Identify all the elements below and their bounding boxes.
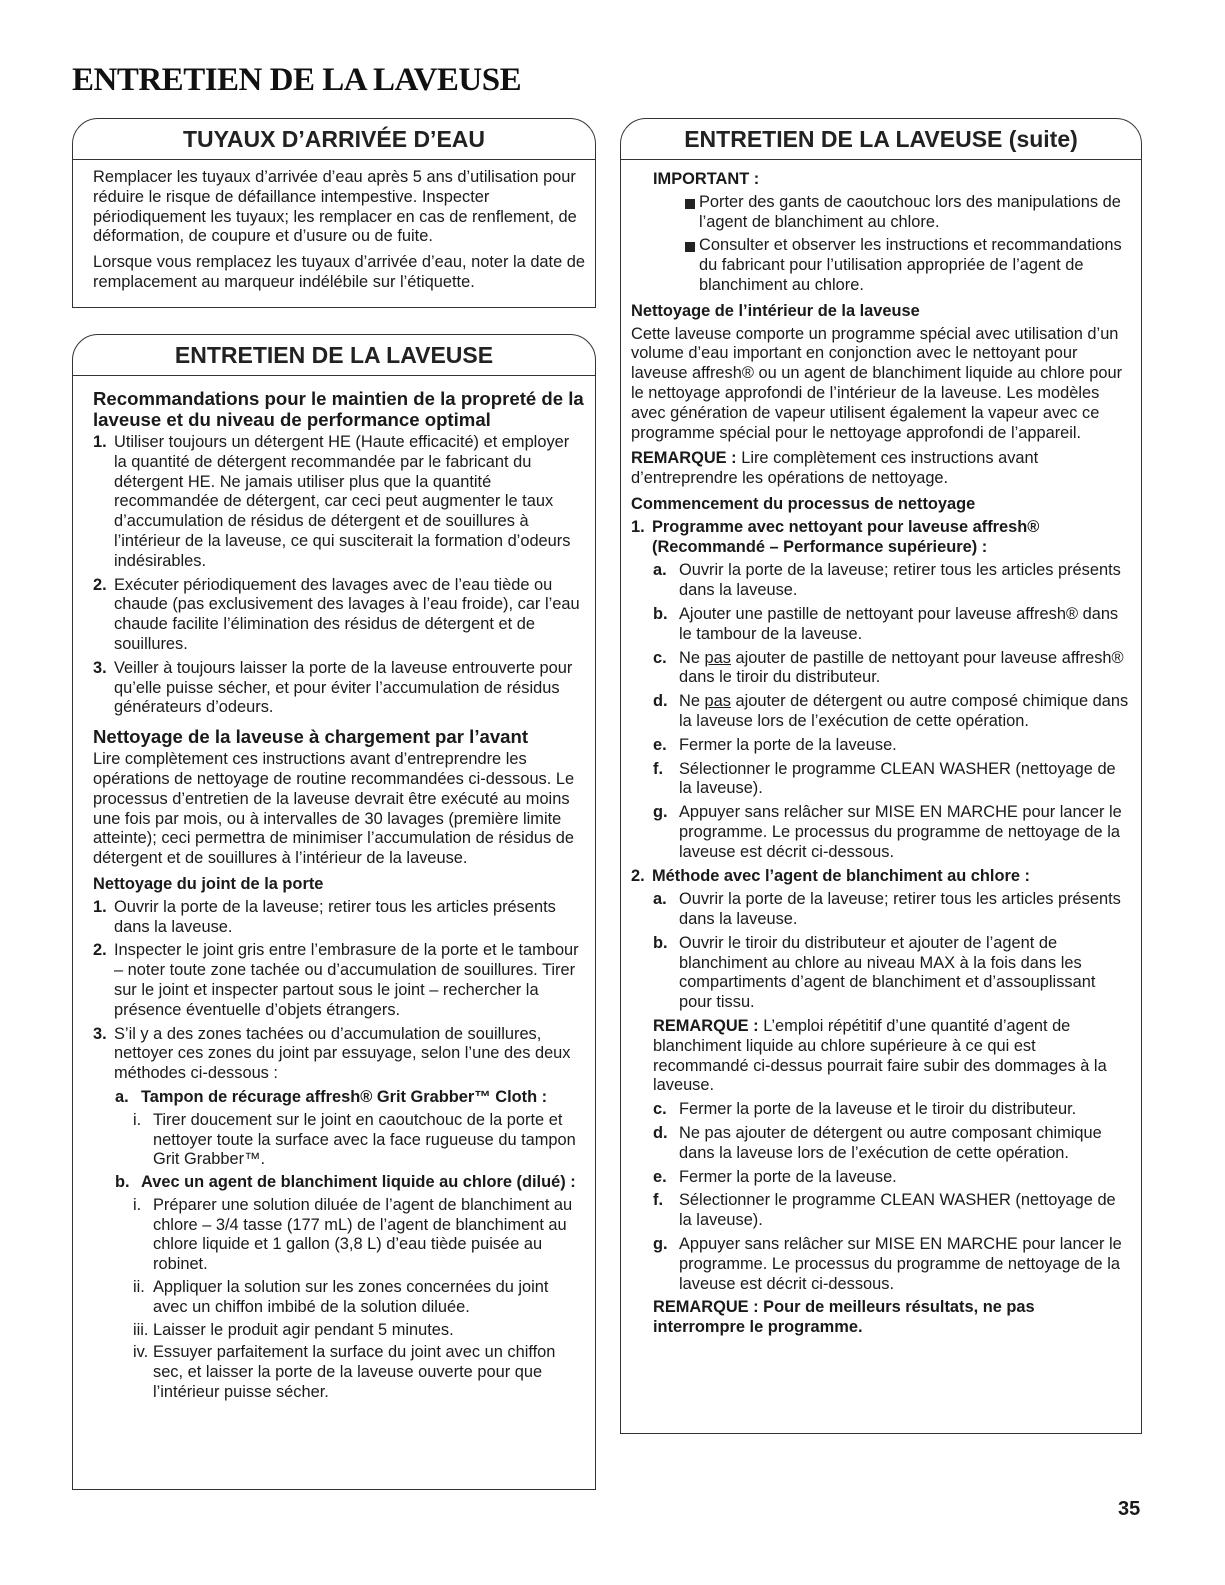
important-bullet-text: Consulter et observer les instructions et recommandations du fabricant pour l’utilisation appropriée de l’agent de blanchiment au chlore. (699, 236, 1122, 294)
method-b-list (93, 1196, 585, 1403)
method-b-step-marker: i. (133, 1195, 142, 1214)
care-continued-section (620, 118, 1142, 1434)
recommend-item-text: Veiller à toujours laisser la porte de la laveuse entrouverte pour qu’elle puisse sécher, et pour éviter l’accumulation de résidus générateurs d’odeurs. (114, 658, 573, 717)
important-label: IMPORTANT : (653, 170, 760, 188)
program-1-step-text: Fermer la porte de la laveuse. (679, 735, 897, 754)
program-2-step-marker: g. (653, 1235, 668, 1254)
program-1-step-text: Ne (679, 692, 705, 711)
method-b-step (93, 1196, 585, 1275)
hoses-title: TUYAUX D’ARRIVÉE D’EAU (73, 119, 595, 160)
program-1-step-marker: g. (653, 803, 668, 822)
program-1-step (631, 605, 1131, 645)
program-1-step (631, 736, 1131, 756)
program-1-step-marker: b. (653, 604, 668, 623)
recommend-item (93, 576, 585, 655)
method-b-step-text: Préparer une solution diluée de l’agent de blanchiment au chlore – 3/4 tasse (177 mL) de l’agent de blanchiment au chlore liquide et 1 gallon (3,8 L) d’eau tiède puisée au robinet. (153, 1195, 573, 1274)
program-1-step-emphasis: pas (704, 692, 731, 711)
recommend-item-marker: 1. (93, 433, 107, 451)
program-2-steps-a (631, 890, 1131, 1013)
method-b-step (93, 1278, 585, 1318)
program-2-step (631, 1124, 1131, 1164)
method-a-step-text: Tirer doucement sur le joint en caoutchouc de la porte et nettoyer toute la surface avec la face rugueuse du tampon Grit Grabber™. (153, 1110, 576, 1169)
program-2-heading: 2. Méthode avec l’agent de blanchiment au chlore : (631, 866, 1030, 885)
important-list (631, 193, 1131, 296)
program-1-steps (631, 561, 1131, 862)
method-b-step-text: Appliquer la solution sur les zones concernées du joint avec un chiffon imbibé de la solution diluée. (153, 1278, 549, 1316)
seal-list (93, 898, 585, 1084)
program-2-step-text: Fermer la porte de la laveuse. (679, 1167, 897, 1186)
important-bullet (631, 236, 1131, 295)
seal-step-text: S’il y a des zones tachées ou d’accumulation de souillures, nettoyer ces zones du joint par essuyage, selon l’une des deux méthodes ci-dessous : (114, 1024, 571, 1083)
method-b-step (93, 1343, 585, 1402)
method-b-step-text: Laisser le produit agir pendant 5 minutes. (153, 1320, 454, 1339)
method-b-step-marker: iv. (133, 1343, 149, 1362)
program-1-step-emphasis: pas (704, 648, 731, 667)
page-number: 35 (1118, 1498, 1141, 1520)
seal-step-marker: 2. (93, 941, 107, 960)
program-1-step-text: ajouter de détergent ou autre composé chimique dans la laveuse lors de l’exécution de cette opération. (679, 692, 1129, 730)
hoses-paragraph-1: Remplacer les tuyaux d’arrivée d’eau après 5 ans d’utilisation pour réduire le risque de défaillance intempestive. Inspecter périodiquement les tuyaux; les remplacer en cas de renflement, de déformation, de coupure et d’usure ou de fuite. (93, 168, 577, 246)
program-1-step-text: Appuyer sans relâcher sur MISE EN MARCHE pour lancer le programme. Le processus du programme de nettoyage de la laveuse est décrit ci-dessous. (679, 803, 1122, 861)
page-title: ENTRETIEN DE LA LAVEUSE (72, 62, 522, 98)
recommend-item-marker: 2. (93, 575, 107, 594)
program-1-step-marker: e. (653, 735, 667, 754)
program-1-step-marker: f. (653, 759, 664, 778)
interior-heading: Nettoyage de l’intérieur de la laveuse (631, 301, 920, 320)
program-1-step-text: Ouvrir la porte de la laveuse; retirer tous les articles présents dans la laveuse. (679, 561, 1121, 600)
recommend-item (93, 659, 585, 718)
program-2-step (631, 934, 1131, 1013)
method-a-heading: a. Tampon de récurage affresh® Grit Grabber™ Cloth : (115, 1087, 548, 1106)
recommend-list (93, 433, 585, 718)
program-1-step-marker: d. (653, 692, 668, 711)
program-2-step-marker: d. (653, 1124, 668, 1143)
recommend-item (93, 433, 585, 572)
program-2-step-text: Ouvrir le tiroir du distributeur et ajouter de l’agent de blanchiment au chlore au niveau MAX à la fois dans les compartiments d’agent de blanchiment et d’assouplissant pour tissu. (679, 933, 1096, 1012)
program-2-step-marker: c. (653, 1100, 667, 1119)
program-2-step-text: Appuyer sans relâcher sur MISE EN MARCHE pour lancer le programme. Le processus du programme de nettoyage de la laveuse est décrit ci-dessous. (679, 1235, 1122, 1293)
program-1-step-marker: c. (653, 648, 667, 667)
seal-step-marker: 3. (93, 1024, 107, 1043)
program-2-steps-b (631, 1100, 1131, 1294)
recommend-heading: Recommandations pour le maintien de la propreté de la laveuse et du niveau de performance optimal (93, 388, 584, 430)
program-2-step-marker: a. (653, 890, 667, 909)
remark-1: REMARQUE : Lire complètement ces instructions avant d’entreprendre les opérations de nettoyage. (631, 449, 1039, 488)
seal-step (93, 941, 585, 1020)
seal-step-text: Inspecter le joint gris entre l’embrasure de la porte et le tambour – noter toute zone tachée ou d’accumulation de souillures. Tirer sur le joint et inspecter partout sous le joint – rechercher la présence éventuelle d’objets étrangers. (114, 941, 579, 1019)
frontload-text: Lire complètement ces instructions avant d’entreprendre les opérations de nettoyage de routine recommandées ci-dessous. Le processus d’entretien de la laveuse devrait être exécuté au moins une fois par mois, ou à intervalles de 30 lavages (première limite atteinte); ceci permettra de minimiser l’accumulation de résidus de détergent et de souillures à l’intérieur de la laveuse. (93, 750, 575, 868)
program-2-step-marker: e. (653, 1167, 667, 1186)
method-b-heading: b. Avec un agent de blanchiment liquide au chlore (dilué) : (115, 1173, 576, 1192)
remark-3: REMARQUE : Pour de meilleurs résultats, ne pas interrompre le programme. (653, 1298, 1035, 1337)
program-2-step-text: Fermer la porte de la laveuse et le tiroir du distributeur. (679, 1100, 1077, 1119)
method-b-step-marker: iii. (133, 1320, 149, 1339)
program-2-step (631, 1191, 1131, 1231)
program-2-step-marker: f. (653, 1191, 664, 1210)
program-1-step-text: Ajouter une pastille de nettoyant pour laveuse affresh® dans le tambour de la laveuse. (679, 604, 1119, 643)
program-1-step-text: Ne (679, 648, 705, 667)
important-bullet (631, 193, 1131, 233)
program-2-step (631, 1100, 1131, 1120)
program-2-step (631, 1235, 1131, 1294)
program-2-step-text: Ne pas ajouter de détergent ou autre composant chimique dans la laveuse lors de l’exécution de cette opération. (679, 1124, 1102, 1162)
method-a-step (93, 1111, 585, 1170)
program-1-heading: 1. Programme avec nettoyant pour laveuse affresh® (Recommandé – Performance supérieure) : (631, 517, 1040, 556)
program-1-step-text: ajouter de pastille de nettoyant pour laveuse affresh® dans le tiroir du distributeur. (679, 648, 1124, 687)
program-2-step-marker: b. (653, 933, 668, 952)
method-a-list (93, 1111, 585, 1170)
hoses-section (72, 118, 596, 308)
interior-text: Cette laveuse comporte un programme spécial avec utilisation d’un volume d’eau important en conjonction avec le nettoyant pour laveuse affresh® ou un agent de blanchiment liquide au chlore pour le nettoyage approfondi de l’intérieur de la laveuse. Les modèles avec génération de vapeur utilisent également la vapeur avec ce programme spécial pour le nettoyage approfondi de l’appareil. (631, 324, 1123, 442)
square-bullet-icon (685, 242, 695, 252)
seal-step-marker: 1. (93, 897, 107, 916)
square-bullet-icon (685, 199, 695, 209)
program-1-step-marker: a. (653, 561, 667, 580)
program-2-step-text: Sélectionner le programme CLEAN WASHER (nettoyage de la laveuse). (679, 1191, 1116, 1230)
care-title: ENTRETIEN DE LA LAVEUSE (73, 335, 595, 376)
method-a-step-marker: i. (133, 1110, 142, 1129)
program-2-step (631, 890, 1131, 930)
program-1-step (631, 649, 1131, 689)
program-2-step-text: Ouvrir la porte de la laveuse; retirer tous les articles présents dans la laveuse. (679, 890, 1121, 929)
program-1-step (631, 760, 1131, 800)
frontload-heading: Nettoyage de la laveuse à chargement par l’avant (93, 726, 529, 748)
seal-heading: Nettoyage du joint de la porte (93, 874, 324, 893)
start-heading: Commencement du processus de nettoyage (631, 494, 976, 513)
care-continued-title: ENTRETIEN DE LA LAVEUSE (suite) (621, 119, 1141, 160)
recommend-item-marker: 3. (93, 658, 107, 677)
care-section (72, 334, 596, 1490)
program-1-step-text: Sélectionner le programme CLEAN WASHER (nettoyage de la laveuse). (679, 759, 1116, 798)
recommend-item-text: Utiliser toujours un détergent HE (Haute efficacité) et employer la quantité de détergent recommandée par le fabricant du détergent HE. Ne jamais utiliser plus que la quantité recommandée de détergent, car ceci peut augmenter le taux d’accumulation de résidus de détergent et de souillures à l’intérieur de la laveuse, ce qui susciterait la formation d’odeurs indésirables. (114, 433, 571, 570)
recommend-item-text: Exécuter périodiquement des lavages avec de l’eau tiède ou chaude (pas exclusivement des lavages à l’eau froide), car l’eau chaude facilite l’élimination des résidus de détergent et de souillures. (114, 575, 580, 653)
seal-step-text: Ouvrir la porte de la laveuse; retirer tous les articles présents dans la laveuse. (114, 897, 556, 936)
seal-step (93, 898, 585, 938)
program-2-step (631, 1168, 1131, 1188)
program-1-step (631, 692, 1131, 732)
seal-step (93, 1025, 585, 1084)
program-1-step (631, 561, 1131, 601)
important-bullet-text: Porter des gants de caoutchouc lors des manipulations de l’agent de blanchiment au chlore. (699, 192, 1121, 231)
remark-2: REMARQUE : L’emploi répétitif d’une quantité d’agent de blanchiment liquide au chlore supérieure à ce qui est recommandé ci-dessus pourrait faire subir des dommages à la laveuse. (653, 1017, 1107, 1095)
method-b-step-marker: ii. (133, 1278, 145, 1297)
program-1-step (631, 803, 1131, 862)
hoses-paragraph-2: Lorsque vous remplacez les tuyaux d’arrivée d’eau, noter la date de remplacement au marqueur indélébile sur l’étiquette. (93, 253, 586, 291)
method-b-step-text: Essuyer parfaitement la surface du joint avec un chiffon sec, et laisser la porte de la laveuse ouverte pour que l’intérieur puisse sécher. (153, 1343, 556, 1402)
method-b-step (93, 1321, 585, 1341)
